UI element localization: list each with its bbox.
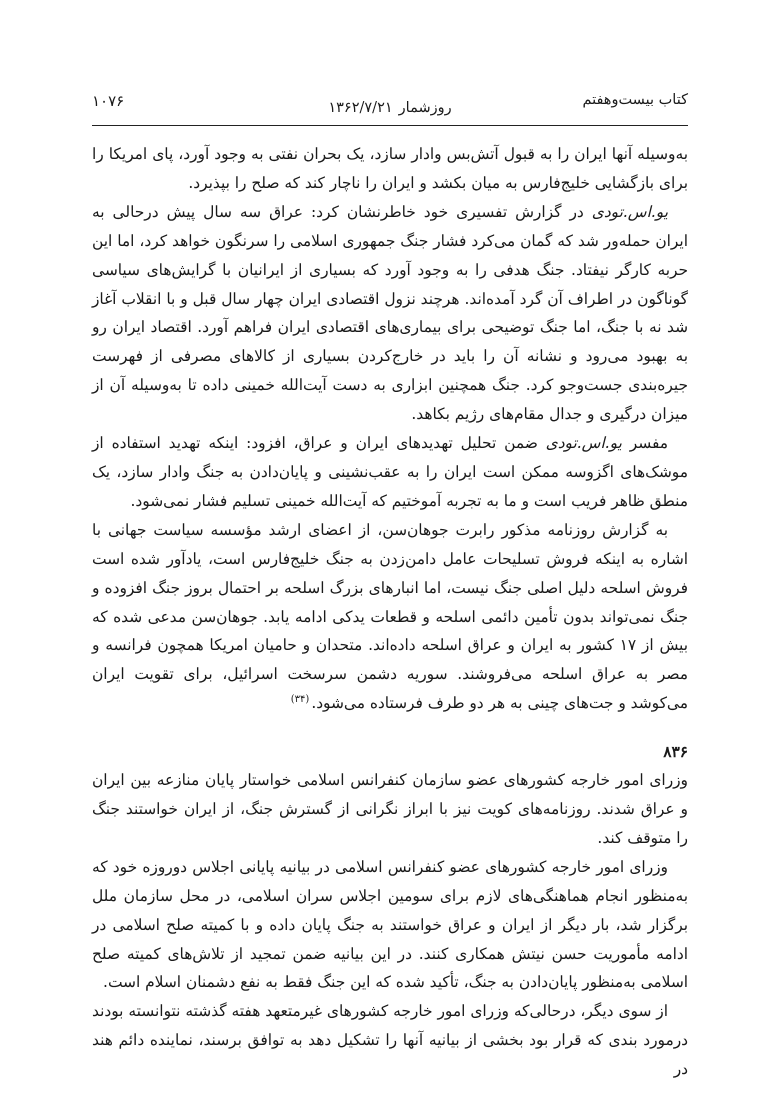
date-value: ۱۳۶۲/۷/۲۱ [328, 100, 393, 116]
header-date [92, 100, 688, 116]
paragraph [92, 429, 688, 516]
paragraph-text: در گزارش تفسیری خود خاطرنشان کرد: عراق سه سال پیش درحالی به ایران حمله‌ور شد که گمان می‌کرد فشار جنگ جمهوری اسلامی را سرنگون خواهد کرد، اما این حربه کارگر نیفتاد. جنگ هدفی را به وجود آورد که بسیاری از ایرانیان با گرایش‌های سیاسی گوناگون در اطراف آن گرد آمده‌اند. هرچند نزول اقتصادی ایران چهار سال قبل و با انقلاب آغاز شد نه با جنگ، اما جنگ توضیحی برای بیماری‌های اقتصادی ایران فراهم آورد. اقتصاد ایران رو به بهبود می‌رود و نشانه آن را باید در خارج‌کردن بسیاری از کالاهای مصرفی از فهرست جیره‌بندی جست‌وجو کرد. جنگ همچنین ابزاری به دست آیت‌الله خمینی داده تا به‌وسیله آن از میزان درگیری و جدال مقام‌های رژیم بکاهد. [92, 202, 688, 424]
paragraph: از سوی دیگر، درحالی‌که وزرای امور خارجه کشورهای غیرمتعهد هفته گذشته نتوانسته بودند درمورد بندی که قرار بود بخشی از بیانیه آنها را تشکیل دهد به توافق برسند، نماینده دائم هند در [92, 1002, 688, 1079]
header-divider [92, 125, 688, 126]
paragraph [92, 516, 688, 718]
book-title: کتاب بیست‌وهفتم [582, 92, 688, 108]
paragraph [92, 198, 688, 429]
date-prefix: روزشمار [398, 100, 452, 116]
paragraph: وزرای امور خارجه کشورهای عضو کنفرانس اسلامی در بیانیه پایانی اجلاس دوروزه خود که به‌منظور انجام هماهنگی‌های لازم برای سومین اجلاس سران اسلامی، در محل سازمان ملل برگزار شد، بار دیگر از ایران و عراق خواستند به جنگ پایان داده و با کمیته صلح اسلامی در ادامه مأموریت حسن نیتش همکاری کنند. در این بیانیه ضمن تمجید از تلاش‌های کمیته صلح اسلامی به‌منظور پایان‌دادن به جنگ، تأکید شده که این جنگ فقط به نفع دشمنان اسلام است. [92, 857, 688, 992]
source-name: یو.اس.تودی [545, 434, 622, 453]
paragraph-prefix: مفسر [621, 434, 668, 453]
body-text [92, 140, 688, 1084]
paragraph: به‌وسیله آنها ایران را به قبول آتش‌بس وادار سازد، یک بحران نفتی به وجود آورد، پای امریکا را برای بازگشایی خلیج‌فارس به میان بکشد و ایران را ناچار کند که صلح را بپذیرد. [92, 145, 688, 192]
paragraph-text: به گزارش روزنامه مذکور رابرت جوهان‌سن، از اعضای ارشد مؤسسه سیاست جهانی با اشاره به اینکه فروش تسلیحات عامل دامن‌زدن به جنگ خلیج‌فارس است، یادآور شده است فروش اسلحه دلیل اصلی جنگ نیست، اما انبارهای بزرگ اسلحه بر احتمال بروز جنگ افزوده و جنگ نمی‌تواند بدون تأمین دائمی اسلحه و قطعات یدکی ادامه یابد. جوهان‌سن مدعی شده که بیش از ۱۷ کشور به ایران و عراق اسلحه داده‌اند. متحدان و حامیان امریکا همچون فرانسه و مصر به عراق اسلحه می‌فروشند. سوریه دشمن سرسخت اسرائیل، برای تقویت ایران می‌کوشد و جت‌های چینی به هر دو طرف فرستاده می‌شود. [92, 520, 688, 713]
page-number: ۱۰۷۶ [92, 92, 125, 110]
paragraph: وزرای امور خارجه کشورهای عضو سازمان کنفرانس اسلامی خواستار پایان منازعه بین ایران و عراق شدند. روزنامه‌های کویت نیز با ابراز نگرانی از گسترش جنگ، از ایران خواستند جنگ را متوقف کند. [92, 771, 688, 847]
entry-number: ۸۳۶ [663, 743, 688, 762]
running-header [92, 92, 688, 118]
footnote-marker: (۳۴) [290, 694, 310, 706]
paragraph-text: ضمن تحلیل تهدیدهای ایران و عراق، افزود: اینکه تهدید استفاده از موشک‌های اگزوسه ممکن است ایران را به عقب‌نشینی و پایان‌دادن به جنگ وادار سازد، یک منطق ظاهر فریب است و ما به تجربه آموختیم که آیت‌الله خمینی تسلیم فشار نمی‌شود. [92, 434, 688, 510]
source-name: یو.اس.تودی [591, 202, 668, 221]
